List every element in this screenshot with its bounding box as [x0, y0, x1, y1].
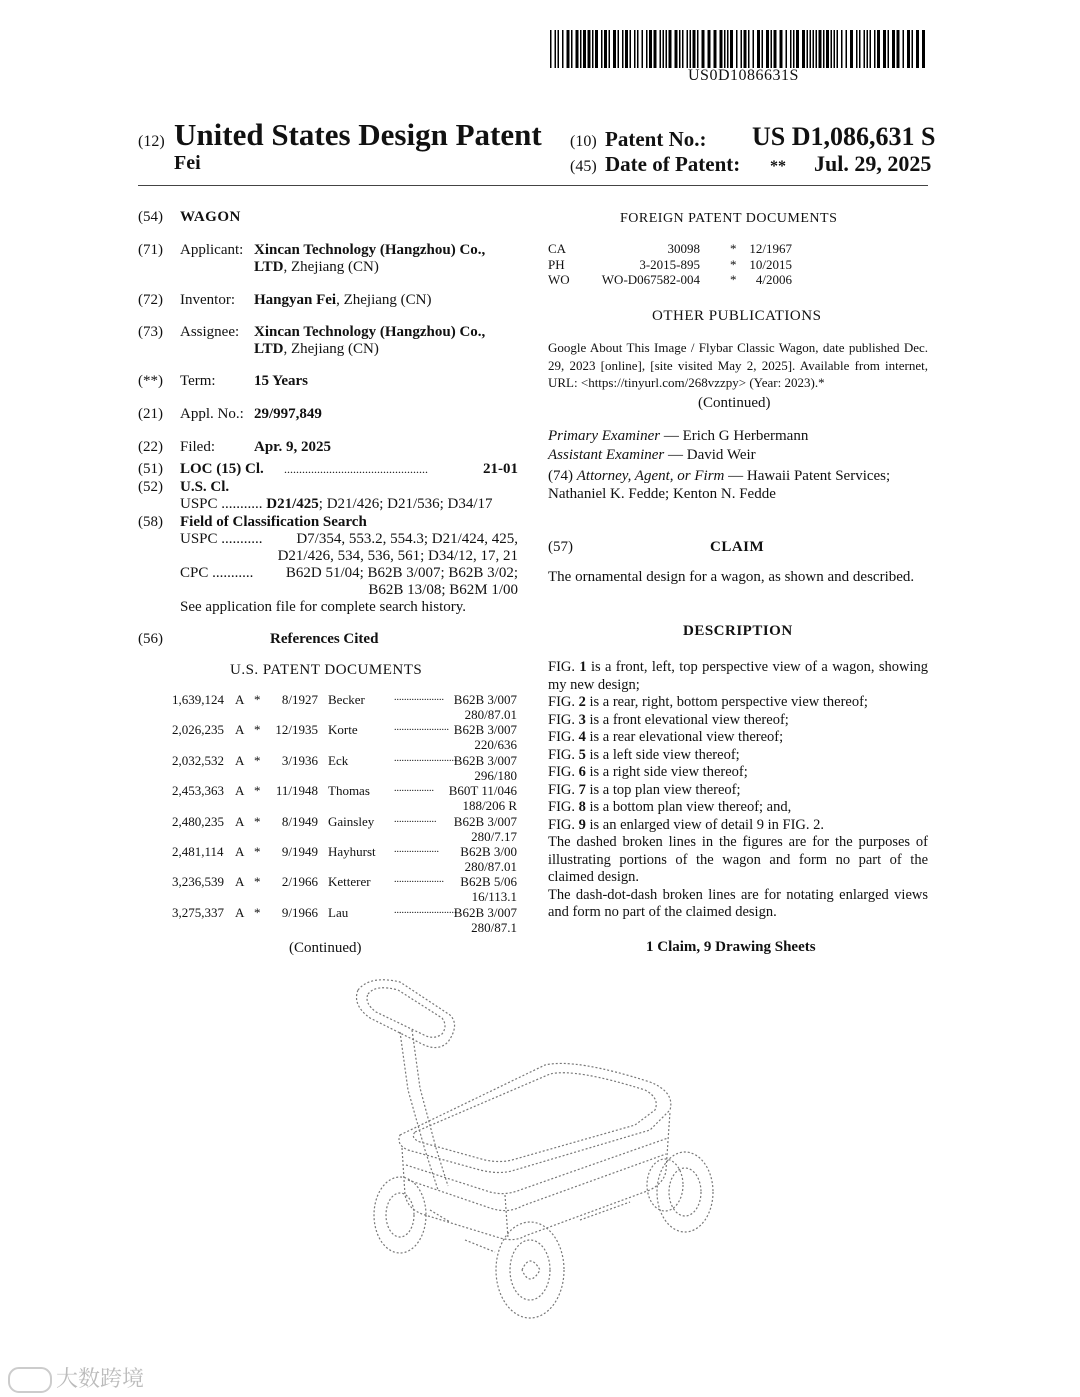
citation-row: [172, 905, 517, 935]
barcode-bar: [892, 30, 895, 68]
wagon-wheel-front-left: [374, 1177, 426, 1253]
foreign-doc-country: CA: [548, 241, 567, 256]
citation-star: *: [254, 813, 261, 829]
barcode-bar: [588, 30, 591, 68]
barcode-bar: [793, 30, 795, 68]
citation-number: 2,481,114: [172, 844, 224, 859]
watermark-logo-icon: [8, 1367, 52, 1393]
foreign-doc-num: 3-2015-895: [639, 256, 700, 272]
foreign-doc-star: *: [730, 256, 737, 272]
barcode-bar: [601, 30, 603, 68]
barcode-bar: [634, 30, 636, 68]
barcode-bar: [864, 30, 866, 68]
barcode-bar: [580, 30, 582, 68]
citation-subclass: 280/87.01: [464, 859, 517, 874]
citation-number: 3,275,337: [172, 904, 224, 920]
citation-kind: A: [235, 783, 245, 799]
date-mark: **: [770, 158, 786, 175]
citation-number: 2,453,363: [172, 783, 224, 799]
claim-code: (57): [548, 539, 573, 555]
citation-date: 2/1966: [281, 874, 318, 890]
barcode-bar: [757, 30, 760, 68]
patent-number: US D1,086,631 S: [752, 122, 936, 151]
barcode-bar: [583, 30, 586, 68]
field-72: (72) Inventor: Hangyan Fei, Zhejiang (CN): [138, 292, 432, 308]
citation-dots: .........................: [394, 752, 457, 764]
barcode-bar: [562, 30, 564, 68]
citation-dots: ................: [394, 783, 434, 795]
barcode-bar: [874, 30, 876, 68]
citation-row: [172, 874, 517, 904]
barcode-bar: [675, 30, 678, 68]
barcode-bar: [622, 30, 624, 68]
citation-dots: ..................: [394, 844, 439, 855]
barcode-bar: [649, 30, 652, 68]
barcode-bar: [682, 30, 684, 68]
barcode-bar: [826, 30, 829, 68]
citation-row: [172, 722, 517, 752]
citation-subclass: 220/636: [474, 737, 517, 753]
field-51: (51) LOC (15) Cl. ................................................ 21-01: [138, 461, 518, 477]
barcode-bar: [558, 30, 560, 68]
citation-dots: ......................: [394, 722, 449, 734]
foreign-doc-date: 4/2006: [755, 272, 792, 287]
dash-dot-note: The dash-dot-dash broken lines are for notating enlarged views and form no part of the claimed design.: [548, 886, 928, 920]
barcode-bar: [637, 30, 639, 68]
barcode-bar: [810, 30, 812, 68]
barcode-bar: [850, 30, 853, 68]
barcode-bar: [903, 30, 905, 68]
citation-subclass: 16/113.1: [471, 889, 517, 905]
citation-date: 8/1927: [281, 692, 318, 707]
citation-row: [172, 814, 517, 844]
description-list: [548, 659, 928, 922]
barcode-bar: [819, 30, 822, 68]
citation-name: Eck: [328, 752, 349, 768]
citation-date: 8/1949: [281, 813, 318, 829]
field-54: (54) WAGON: [138, 209, 241, 225]
citation-class: B62B 3/007: [453, 722, 517, 738]
barcode-bar: [595, 30, 598, 68]
barcode-bar: [744, 30, 747, 68]
foreign-doc-date: 12/1967: [749, 241, 792, 256]
other-publications-title: OTHER PUBLICATIONS: [652, 308, 822, 324]
citation-row: [172, 844, 517, 874]
barcode-bar: [786, 30, 788, 68]
barcode-bar: [708, 30, 711, 68]
citation-name: Thomas: [328, 783, 370, 799]
assistant-examiner: Assistant Examiner — David Weir: [548, 447, 756, 463]
description-item: FIG. 6 is a right side view thereof;: [548, 764, 748, 780]
barcode-bar: [823, 30, 825, 68]
claim-text: The ornamental design for a wagon, as shown and described.: [548, 569, 915, 585]
barcode-bar: [690, 30, 692, 68]
wagon-wheel-front-right: [647, 1159, 683, 1211]
field-22: (22) Filed: Apr. 9, 2025: [138, 439, 331, 455]
barcode-bar: [642, 30, 644, 68]
barcode-bar: [571, 30, 573, 68]
citation-star: *: [254, 783, 261, 799]
foreign-doc-star: *: [730, 241, 737, 256]
citation-date: 3/1936: [281, 752, 318, 768]
description-title: DESCRIPTION: [683, 623, 793, 639]
barcode-bar: [771, 30, 773, 68]
citation-dots: .........................: [394, 904, 457, 916]
citation-dots: ....................: [394, 874, 444, 886]
description-item: FIG. 5 is a left side view thereof;: [548, 746, 740, 763]
us-patent-documents-title: U.S. PATENT DOCUMENTS: [230, 662, 423, 678]
barcode-bar: [693, 30, 696, 68]
citation-kind: A: [235, 813, 245, 829]
field-73: (73) Assignee: Xincan Technology (Hangzhou) Co., LTD, Zhejiang (CN): [138, 324, 486, 357]
barcode-bar: [870, 30, 872, 68]
barcode-bar: [604, 30, 607, 68]
barcode-text: US0D1086631S: [688, 67, 799, 84]
barcode-bar: [877, 30, 880, 68]
assignee-name: Xincan Technology (Hangzhou) Co.,: [254, 324, 486, 340]
patent-type-title: United States Design Patent: [174, 117, 542, 152]
foreign-doc-star: *: [730, 272, 737, 287]
citation-number: 3,236,539: [172, 874, 224, 890]
claims-sheets: 1 Claim, 9 Drawing Sheets: [646, 939, 816, 955]
attorney: (74) Attorney, Agent, or Firm — Hawaii Patent Services; Nathaniel K. Fedde; Kenton N. Fedde: [548, 468, 891, 502]
description-item: FIG. 7 is a top plan view thereof;: [548, 781, 741, 798]
barcode-bar: [714, 30, 717, 68]
barcode-bar: [741, 30, 743, 68]
citation-number: 2,026,235: [172, 722, 224, 738]
barcode-bar: [663, 30, 665, 68]
barcode-bar: [702, 30, 705, 68]
barcode-bar: [576, 30, 579, 68]
barcode-bar: [679, 30, 681, 68]
barcode-bar: [762, 30, 764, 68]
header-code-12: (12): [138, 133, 165, 150]
barcode-bar: [592, 30, 594, 68]
description-item: FIG. 8 is a bottom plan view thereof; and,: [548, 799, 792, 815]
header-code-10: (10): [570, 133, 597, 150]
wagon-drawing: [330, 970, 750, 1340]
barcode-bar: [748, 30, 750, 68]
citation-name: Lau: [328, 904, 349, 920]
barcode-bar: [897, 30, 900, 68]
citation-star: *: [254, 692, 261, 707]
barcode-bar: [618, 30, 620, 68]
citation-subclass: 280/87.01: [464, 707, 517, 722]
foreign-doc-num: WO-D067582-004: [601, 272, 700, 287]
primary-examiner: Primary Examiner — Erich G Herbermann: [548, 428, 809, 444]
description-item: FIG. 3 is a front elevational view thereof;: [548, 711, 789, 728]
barcode-bar: [774, 30, 777, 68]
barcode-bar: [846, 30, 848, 68]
citation-dots: .................: [394, 813, 437, 825]
barcode-bar: [550, 30, 552, 68]
barcode-bar: [837, 30, 839, 68]
description-item: FIG. 2 is a rear, right, bottom perspective view thereof;: [548, 694, 868, 710]
citation-name: Becker: [328, 692, 365, 707]
header-code-45: (45): [570, 158, 597, 175]
wagon-wheel-rear-left: [496, 1222, 564, 1318]
barcode-bar: [613, 30, 616, 68]
citation-date: 11/1948: [275, 783, 318, 799]
citation-subclass: 280/87.1: [471, 919, 517, 935]
citation-star: *: [254, 722, 261, 738]
citation-date: 9/1966: [281, 904, 318, 920]
barcode-bar: [609, 30, 611, 68]
citation-dots: ....................: [394, 692, 444, 703]
claim-title: CLAIM: [710, 539, 765, 555]
foreign-docs-title: FOREIGN PATENT DOCUMENTS: [620, 211, 838, 226]
citation-star: *: [254, 874, 261, 890]
barcode-bar: [630, 30, 632, 68]
barcode-bar: [790, 30, 792, 68]
foreign-doc-country: PH: [548, 256, 565, 272]
barcode-bar: [907, 30, 910, 68]
applicant-name: Xincan Technology (Hangzhou) Co.,: [254, 242, 486, 258]
citation-class: B62B 3/007: [453, 692, 517, 707]
citation-class: B62B 3/007: [453, 904, 517, 920]
wagon-tub-body: [402, 1112, 670, 1240]
foreign-doc-date: 10/2015: [749, 256, 792, 272]
barcode-bar: [912, 30, 914, 68]
barcode-bar: [834, 30, 836, 68]
barcode-bar: [567, 30, 570, 68]
barcode-bar: [888, 30, 890, 68]
citation-row: [172, 783, 517, 813]
citation-date: 12/1935: [275, 722, 318, 738]
citation-number: 2,480,235: [172, 813, 224, 829]
inventor-surname: Fei: [174, 152, 201, 174]
other-publications-text: Google About This Image / Flybar Classic Wagon, date published Dec. 29, 2023 [online], [site visited May 2, 2025]. Available from internet, URL: <https://tinyurl.com/268vzzpy> (Year: 2023).*: [548, 340, 928, 390]
citation-star: *: [254, 904, 261, 920]
barcode-bar: [625, 30, 628, 68]
barcode-bar: [687, 30, 689, 68]
barcode-bar: [831, 30, 833, 68]
foreign-doc-num: 30098: [667, 241, 700, 256]
description-item: FIG. 4 is a rear elevational view thereof;: [548, 729, 784, 745]
barcode-bar: [736, 30, 738, 68]
barcode-bar: [654, 30, 657, 68]
citation-name: Ketterer: [328, 874, 371, 890]
field-58: (58) Field of Classification Search USPC ........... D7/354, 553.2, 554.3; D21/424, 425, D21/426, 534, 536, 561; D34/12, 17, 21 CPC ........... B62D 51/04; B62B 3/007; B62B 3/02; B62B 13/08; B62M 1/00 See application file for complete search history.: [138, 514, 518, 615]
barcode-bar: [816, 30, 818, 68]
other-continued: (Continued): [698, 395, 771, 411]
citation-kind: A: [235, 692, 245, 707]
dashed-lines-note: The dashed broken lines in the figures are for the purposes of illustrating portions of the wagon and form no part of the claimed design.: [548, 834, 928, 885]
citation-number: 1,639,124: [172, 692, 224, 707]
title-wagon: WAGON: [180, 209, 241, 225]
barcode-bar: [883, 30, 886, 68]
citation-star: *: [254, 844, 261, 859]
citation-date: 9/1949: [281, 844, 318, 859]
barcode-bar: [916, 30, 919, 68]
citation-class: B60T 11/046: [448, 783, 517, 799]
barcode-bar: [724, 30, 726, 68]
description-item: FIG. 9 is an enlarged view of detail 9 in FIG. 2.: [548, 816, 824, 833]
citation-subclass: 296/180: [474, 767, 517, 783]
field-71: (71) Applicant: Xincan Technology (Hangzhou) Co., LTD, Zhejiang (CN): [138, 242, 486, 275]
citation-class: B62B 3/00: [460, 844, 517, 859]
barcode-bar: [660, 30, 662, 68]
barcode-bar: [766, 30, 769, 68]
citation-kind: A: [235, 722, 245, 738]
wagon-wheel-rear-right: [657, 1152, 713, 1232]
barcode-bar: [807, 30, 809, 68]
barcode-bar: [856, 30, 858, 68]
citation-kind: A: [235, 752, 245, 768]
citation-class: B62B 3/007: [453, 752, 517, 768]
barcode-bar: [796, 30, 799, 68]
citation-class: B62B 3/007: [453, 813, 517, 829]
citation-subclass: 280/7.17: [471, 828, 517, 844]
barcode-bar: [780, 30, 783, 68]
citation-row: [172, 692, 517, 722]
wagon-tub-rim: [399, 1063, 671, 1172]
citation-row: [172, 753, 517, 783]
watermark: 大数跨境: [8, 1362, 144, 1393]
citation-kind: A: [235, 844, 245, 859]
barcode-bar: [922, 30, 925, 68]
field-term: (**) Term: 15 Years: [138, 373, 309, 389]
barcode-bar: [859, 30, 861, 68]
patent-number-label: Patent No.:: [605, 127, 707, 151]
citation-number: 2,032,532: [172, 752, 224, 768]
field-21: (21) Appl. No.: 29/997,849: [138, 406, 322, 422]
date-of-patent: Jul. 29, 2025: [814, 151, 932, 176]
barcode-bar: [669, 30, 672, 68]
barcode-bar: [841, 30, 843, 68]
barcode-bar: [555, 30, 557, 68]
citation-class: B62B 5/06: [460, 874, 517, 890]
foreign-doc-country: WO: [548, 272, 570, 287]
citation-kind: A: [235, 874, 245, 890]
citation-name: Hayhurst: [328, 844, 376, 859]
citation-name: Korte: [328, 722, 358, 738]
inventor-name: Hangyan Fei: [254, 292, 337, 308]
citation-subclass: 188/206 R: [462, 798, 517, 814]
barcode: [550, 30, 928, 68]
left-continued: (Continued): [289, 940, 362, 956]
field-52: (52) U.S. Cl. USPC ........... D21/425; D21/426; D21/536; D34/17: [138, 479, 493, 512]
barcode-bar: [666, 30, 668, 68]
barcode-bar: [646, 30, 648, 68]
barcode-bar: [727, 30, 729, 68]
barcode-bar: [753, 30, 755, 68]
barcode-bar: [867, 30, 869, 68]
field-56: (56) References Cited: [138, 631, 379, 647]
barcode-bar: [697, 30, 699, 68]
date-of-patent-label: Date of Patent:: [605, 152, 741, 176]
barcode-bar: [730, 30, 733, 68]
wagon-handle: [357, 980, 455, 1048]
citation-kind: A: [235, 904, 245, 920]
barcode-bar: [720, 30, 723, 68]
description-item: FIG. 1 is a front, left, top perspective view of a wagon, showing my new design;: [548, 659, 928, 693]
citation-star: *: [254, 752, 261, 768]
citation-name: Gainsley: [328, 813, 375, 829]
barcode-bar: [813, 30, 815, 68]
header-rule: [138, 185, 928, 186]
barcode-bar: [802, 30, 805, 68]
